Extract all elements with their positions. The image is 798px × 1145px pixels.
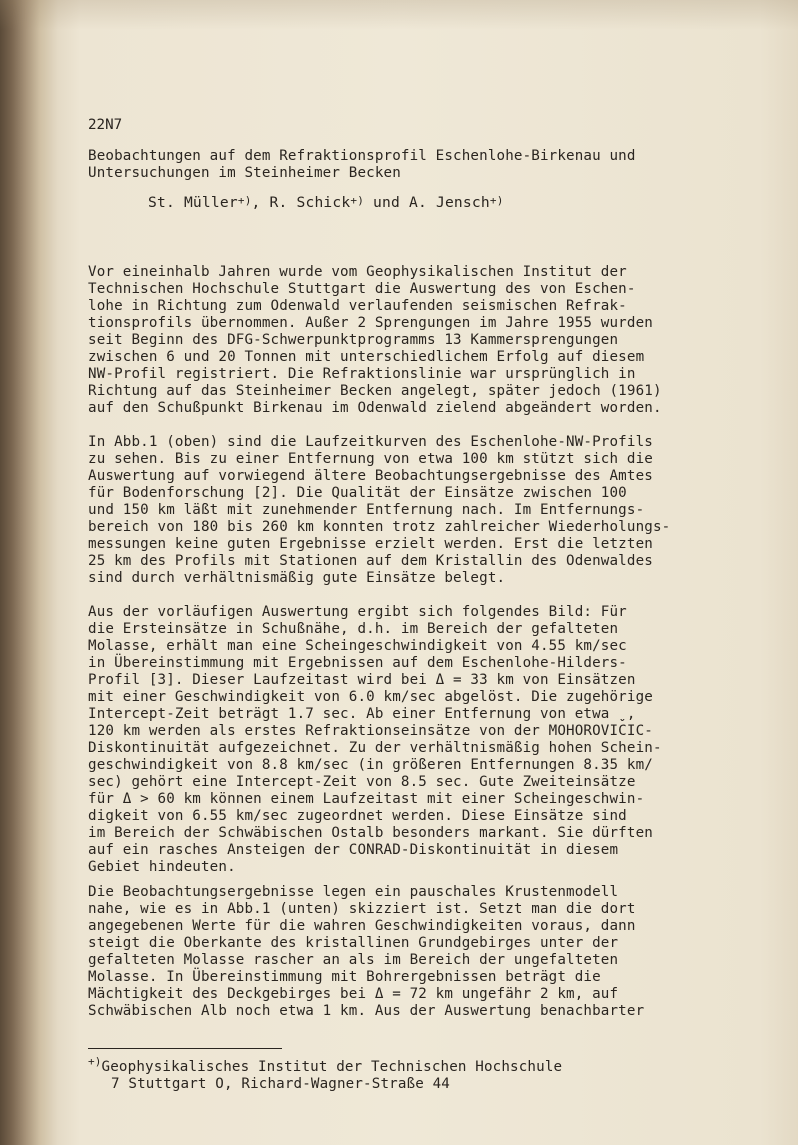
author-3: A. Jensch — [409, 194, 490, 211]
footnote-mark: +) — [88, 1055, 102, 1068]
paragraph-line: Profil [3]. Dieser Laufzeitast wird bei Δ = 33 km von Einsätzen — [88, 672, 636, 688]
paragraph-line: für Bodenforschung [2]. Die Qualität der Einsätze zwischen 100 — [88, 485, 627, 501]
footnote-divider — [88, 1048, 282, 1049]
paragraph-line: Diskontinuität aufgezeichnet. Zu der verhältnismäßig hohen Schein- — [88, 740, 662, 756]
paragraph-line: bereich von 180 bis 260 km konnten trotz zahlreicher Wiederholungs- — [88, 519, 671, 535]
paragraph-line: und 150 km läßt mit zunehmender Entfernung nach. Im Entfernungs- — [88, 502, 645, 518]
paragraph-line: gefalteten Molasse rascher an als im Bereich der ungefalteten — [88, 952, 619, 968]
paragraph-line: sec) gehört eine Intercept-Zeit von 8.5 sec. Gute Zweiteinsätze — [88, 774, 636, 790]
paragraph-line: auf den Schußpunkt Birkenau im Odenwald zielend abgeändert worden. — [88, 400, 662, 416]
author-1: St. Müller — [148, 194, 238, 211]
paragraph-line: angegebenen Werte für die wahren Geschwindigkeiten voraus, dann — [88, 918, 636, 934]
paragraph-line: Gebiet hindeuten. — [88, 859, 236, 875]
paragraph-line: Auswertung auf vorwiegend ältere Beobachtungsergebnisse des Amtes — [88, 468, 653, 484]
author-2-mark: +) — [350, 194, 365, 207]
paragraph-line: Die Beobachtungsergebnisse legen ein pauschales Krustenmodell — [88, 884, 619, 900]
paragraph-line: In Abb.1 (oben) sind die Laufzeitkurven des Eschenlohe-NW-Profils — [88, 434, 653, 450]
paragraph-line: geschwindigkeit von 8.8 km/sec (in größeren Entfernungen 8.35 km/ — [88, 757, 653, 773]
author-1-mark: +) — [237, 194, 252, 207]
paragraph-line: NW-Profil registriert. Die Refraktionslinie war ursprünglich in — [88, 366, 636, 382]
paragraph-line: zwischen 6 und 20 Tonnen mit unterschiedlichem Erfolg auf diesem — [88, 349, 645, 365]
paragraph-line: die Ersteinsätze in Schußnähe, d.h. im Bereich der gefalteten — [88, 621, 619, 637]
paragraph-line: in Übereinstimmung mit Ergebnissen auf dem Eschenlohe-Hilders- — [88, 655, 627, 671]
paragraph-line: für Δ > 60 km können einem Laufzeitast mit einer Scheingeschwin- — [88, 791, 645, 807]
paragraph-line: im Bereich der Schwäbischen Ostalb besonders markant. Sie dürften — [88, 825, 653, 841]
author-separator-1: , — [251, 194, 270, 211]
paragraph-line: zu sehen. Bis zu einer Entfernung von etwa 100 km stützt sich die — [88, 451, 653, 467]
paragraph-line: messungen keine guten Ergebnisse erzielt werden. Erst die letzten — [88, 536, 653, 552]
paragraph-line: 120 km werden als erstes Refraktionseinsätze von der MOHOROVICIC- — [88, 723, 653, 739]
footnote-text-1: Geophysikalisches Institut der Technischen Hochschule — [101, 1059, 563, 1075]
authors-line — [148, 194, 504, 211]
paragraph-line: steigt die Oberkante des kristallinen Grundgebirges unter der — [88, 935, 619, 951]
paragraph-line: Aus der vorläufigen Auswertung ergibt sich folgendes Bild: Für — [88, 604, 627, 620]
author-3-mark: +) — [489, 194, 504, 207]
footnote-line-2: 7 Stuttgart O, Richard-Wagner-Straße 44 — [111, 1076, 450, 1092]
paragraph-line: Molasse, erhält man eine Scheingeschwindigkeit von 4.55 km/sec — [88, 638, 627, 654]
author-2: R. Schick — [269, 194, 351, 211]
paragraph-line: Schwäbischen Alb noch etwa 1 km. Aus der Auswertung benachbarter — [88, 1003, 645, 1019]
paragraph-line: tionsprofils übernommen. Außer 2 Sprengungen im Jahre 1955 wurden — [88, 315, 653, 331]
paragraph-line: auf ein rasches Ansteigen der CONRAD-Diskontinuität in diesem — [88, 842, 619, 858]
paragraph-line: 25 km des Profils mit Stationen auf dem Kristallin des Odenwaldes — [88, 553, 653, 569]
paragraph-line: Richtung auf das Steinheimer Becken angelegt, später jedoch (1961) — [88, 383, 662, 399]
paragraph-line: Mächtigkeit des Deckgebirges bei Δ = 72 km ungefähr 2 km, auf — [88, 986, 619, 1002]
title-line-2: Untersuchungen im Steinheimer Becken — [88, 165, 401, 181]
document-id: 22N7 — [88, 117, 123, 133]
paragraph-line: nahe, wie es in Abb.1 (unten) skizziert ist. Setzt man die dort — [88, 901, 636, 917]
paragraph-line: lohe in Richtung zum Odenwald verlaufenden seismischen Refrak- — [88, 298, 627, 314]
paragraph-line: Technischen Hochschule Stuttgart die Auswertung des von Eschen- — [88, 281, 636, 297]
paragraph-line: seit Beginn des DFG-Schwerpunktprogramms 13 Kammersprengungen — [88, 332, 619, 348]
paragraph-line: Molasse. In Übereinstimmung mit Bohrergebnissen beträgt die — [88, 969, 601, 985]
paragraph-line: Vor eineinhalb Jahren wurde vom Geophysikalischen Institut der — [88, 264, 627, 280]
paragraph-line: mit einer Geschwindigkeit von 6.0 km/sec abgelöst. Die zugehörige — [88, 689, 653, 705]
paragraph-line: Intercept-Zeit beträgt 1.7 sec. Ab einer Entfernung von etwa ˬ, — [88, 706, 636, 722]
paragraph-line: sind durch verhältnismäßig gute Einsätze belegt. — [88, 570, 506, 586]
title-line-1: Beobachtungen auf dem Refraktionsprofil Eschenlohe-Birkenau und — [88, 148, 636, 164]
author-separator-2: und — [364, 194, 409, 211]
paragraph-line: digkeit von 6.55 km/sec zugeordnet werden. Diese Einsätze sind — [88, 808, 627, 824]
footnote-line-1 — [88, 1055, 563, 1075]
